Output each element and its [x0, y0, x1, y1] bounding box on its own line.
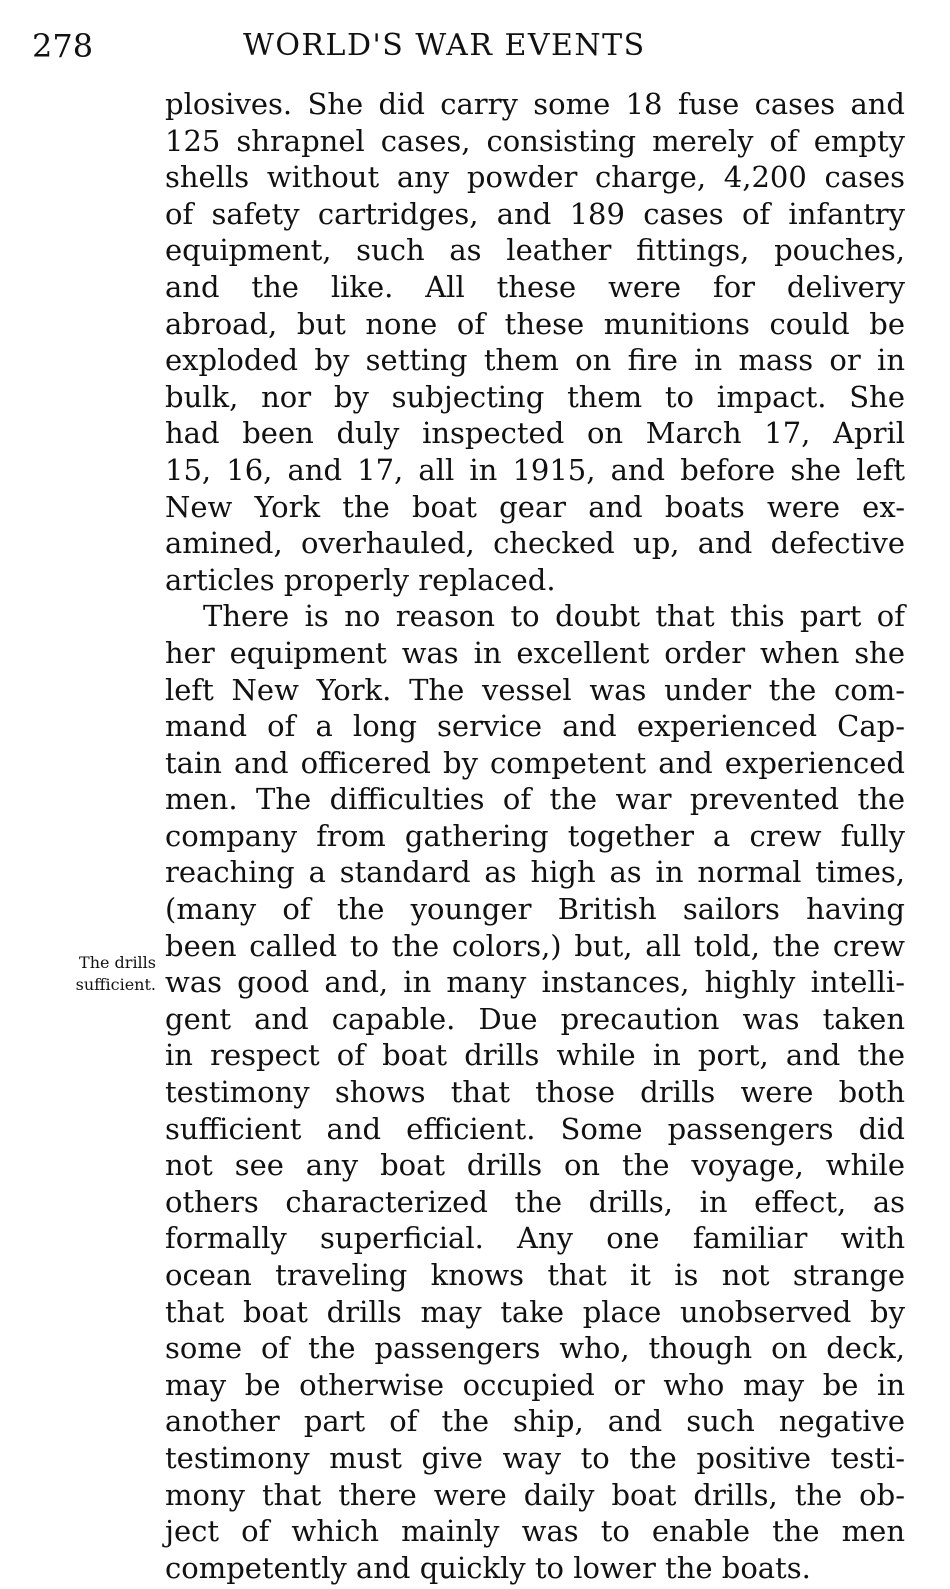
text-line: others characterized the drills, in effect, as — [165, 1184, 905, 1219]
text-line: ocean traveling knows that it is not strange — [165, 1258, 905, 1292]
text-line: New York the boat gear and boats were ex- — [165, 489, 905, 524]
page-number: 278 — [32, 27, 94, 65]
text-line: bulk, nor by subjecting them to impact. She — [165, 379, 905, 414]
text-line: gent and capable. Due precaution was taken — [165, 1001, 905, 1036]
paragraph-2 — [165, 598, 905, 1586]
text-line: may be otherwise occupied or who may be in — [165, 1367, 905, 1402]
text-line: mand of a long service and experienced Cap- — [165, 709, 905, 744]
text-line: (many of the younger British sailors having — [165, 892, 905, 927]
text-line: exploded by setting them on fire in mass or in — [165, 343, 905, 378]
text-line: There is no reason to doubt that this part of — [203, 599, 905, 634]
margin-note — [38, 952, 156, 996]
text-line: testimony shows that those drills were both — [165, 1075, 905, 1110]
text-line: of safety cartridges, and 189 cases of infantry — [165, 196, 905, 231]
text-line: competently and quickly to lower the boats. — [165, 1550, 811, 1585]
text-line: company from gathering together a crew fully — [165, 818, 905, 853]
body-text — [165, 86, 905, 1586]
text-line: in respect of boat drills while in port, and the — [165, 1038, 905, 1073]
text-line: left New York. The vessel was under the com- — [165, 672, 905, 707]
text-line: 15, 16, and 17, all in 1915, and before she left — [165, 452, 905, 487]
text-line: not see any boat drills on the voyage, while — [165, 1148, 905, 1183]
text-line: amined, overhauled, checked up, and defective — [165, 526, 905, 561]
text-line: shells without any powder charge, 4,200 cases — [165, 160, 905, 195]
text-line: ject of which mainly was to enable the men — [165, 1514, 905, 1549]
text-line: her equipment was in excellent order when she — [165, 635, 905, 670]
text-line: mony that there were daily boat drills, the ob- — [165, 1477, 905, 1512]
margin-note-line: The drills — [79, 953, 156, 972]
text-line: that boat drills may take place unobserved by — [165, 1294, 905, 1329]
text-line: abroad, but none of these munitions could be — [165, 306, 905, 341]
text-line: formally superficial. Any one familiar with — [165, 1221, 905, 1256]
text-line: testimony must give way to the positive testi- — [165, 1440, 905, 1475]
text-line: and the like. All these were for delivery — [165, 269, 905, 304]
paragraph-1 — [165, 86, 905, 598]
text-line: another part of the ship, and such negative — [165, 1404, 905, 1439]
text-line: sufficient and efficient. Some passengers did — [165, 1111, 905, 1146]
text-line: been called to the colors,) but, all told, the crew — [165, 928, 905, 963]
text-line: 125 shrapnel cases, consisting merely of empty — [165, 123, 905, 158]
text-line: men. The difficulties of the war prevented the — [165, 782, 905, 817]
text-line: some of the passengers who, though on deck, — [165, 1331, 905, 1366]
text-line: articles properly replaced. — [165, 562, 556, 597]
text-line: equipment, such as leather fittings, pouches, — [165, 233, 905, 268]
text-line: plosives. She did carry some 18 fuse cases and — [165, 87, 905, 121]
text-line: tain and officered by competent and experienced — [165, 745, 905, 780]
text-line: reaching a standard as high as in normal times, — [165, 855, 905, 890]
running-title: WORLD'S WAR EVENTS — [243, 28, 646, 63]
margin-note-line: sufficient. — [75, 975, 156, 994]
text-line: had been duly inspected on March 17, April — [165, 416, 905, 451]
text-line: was good and, in many instances, highly intelli- — [165, 965, 905, 1000]
